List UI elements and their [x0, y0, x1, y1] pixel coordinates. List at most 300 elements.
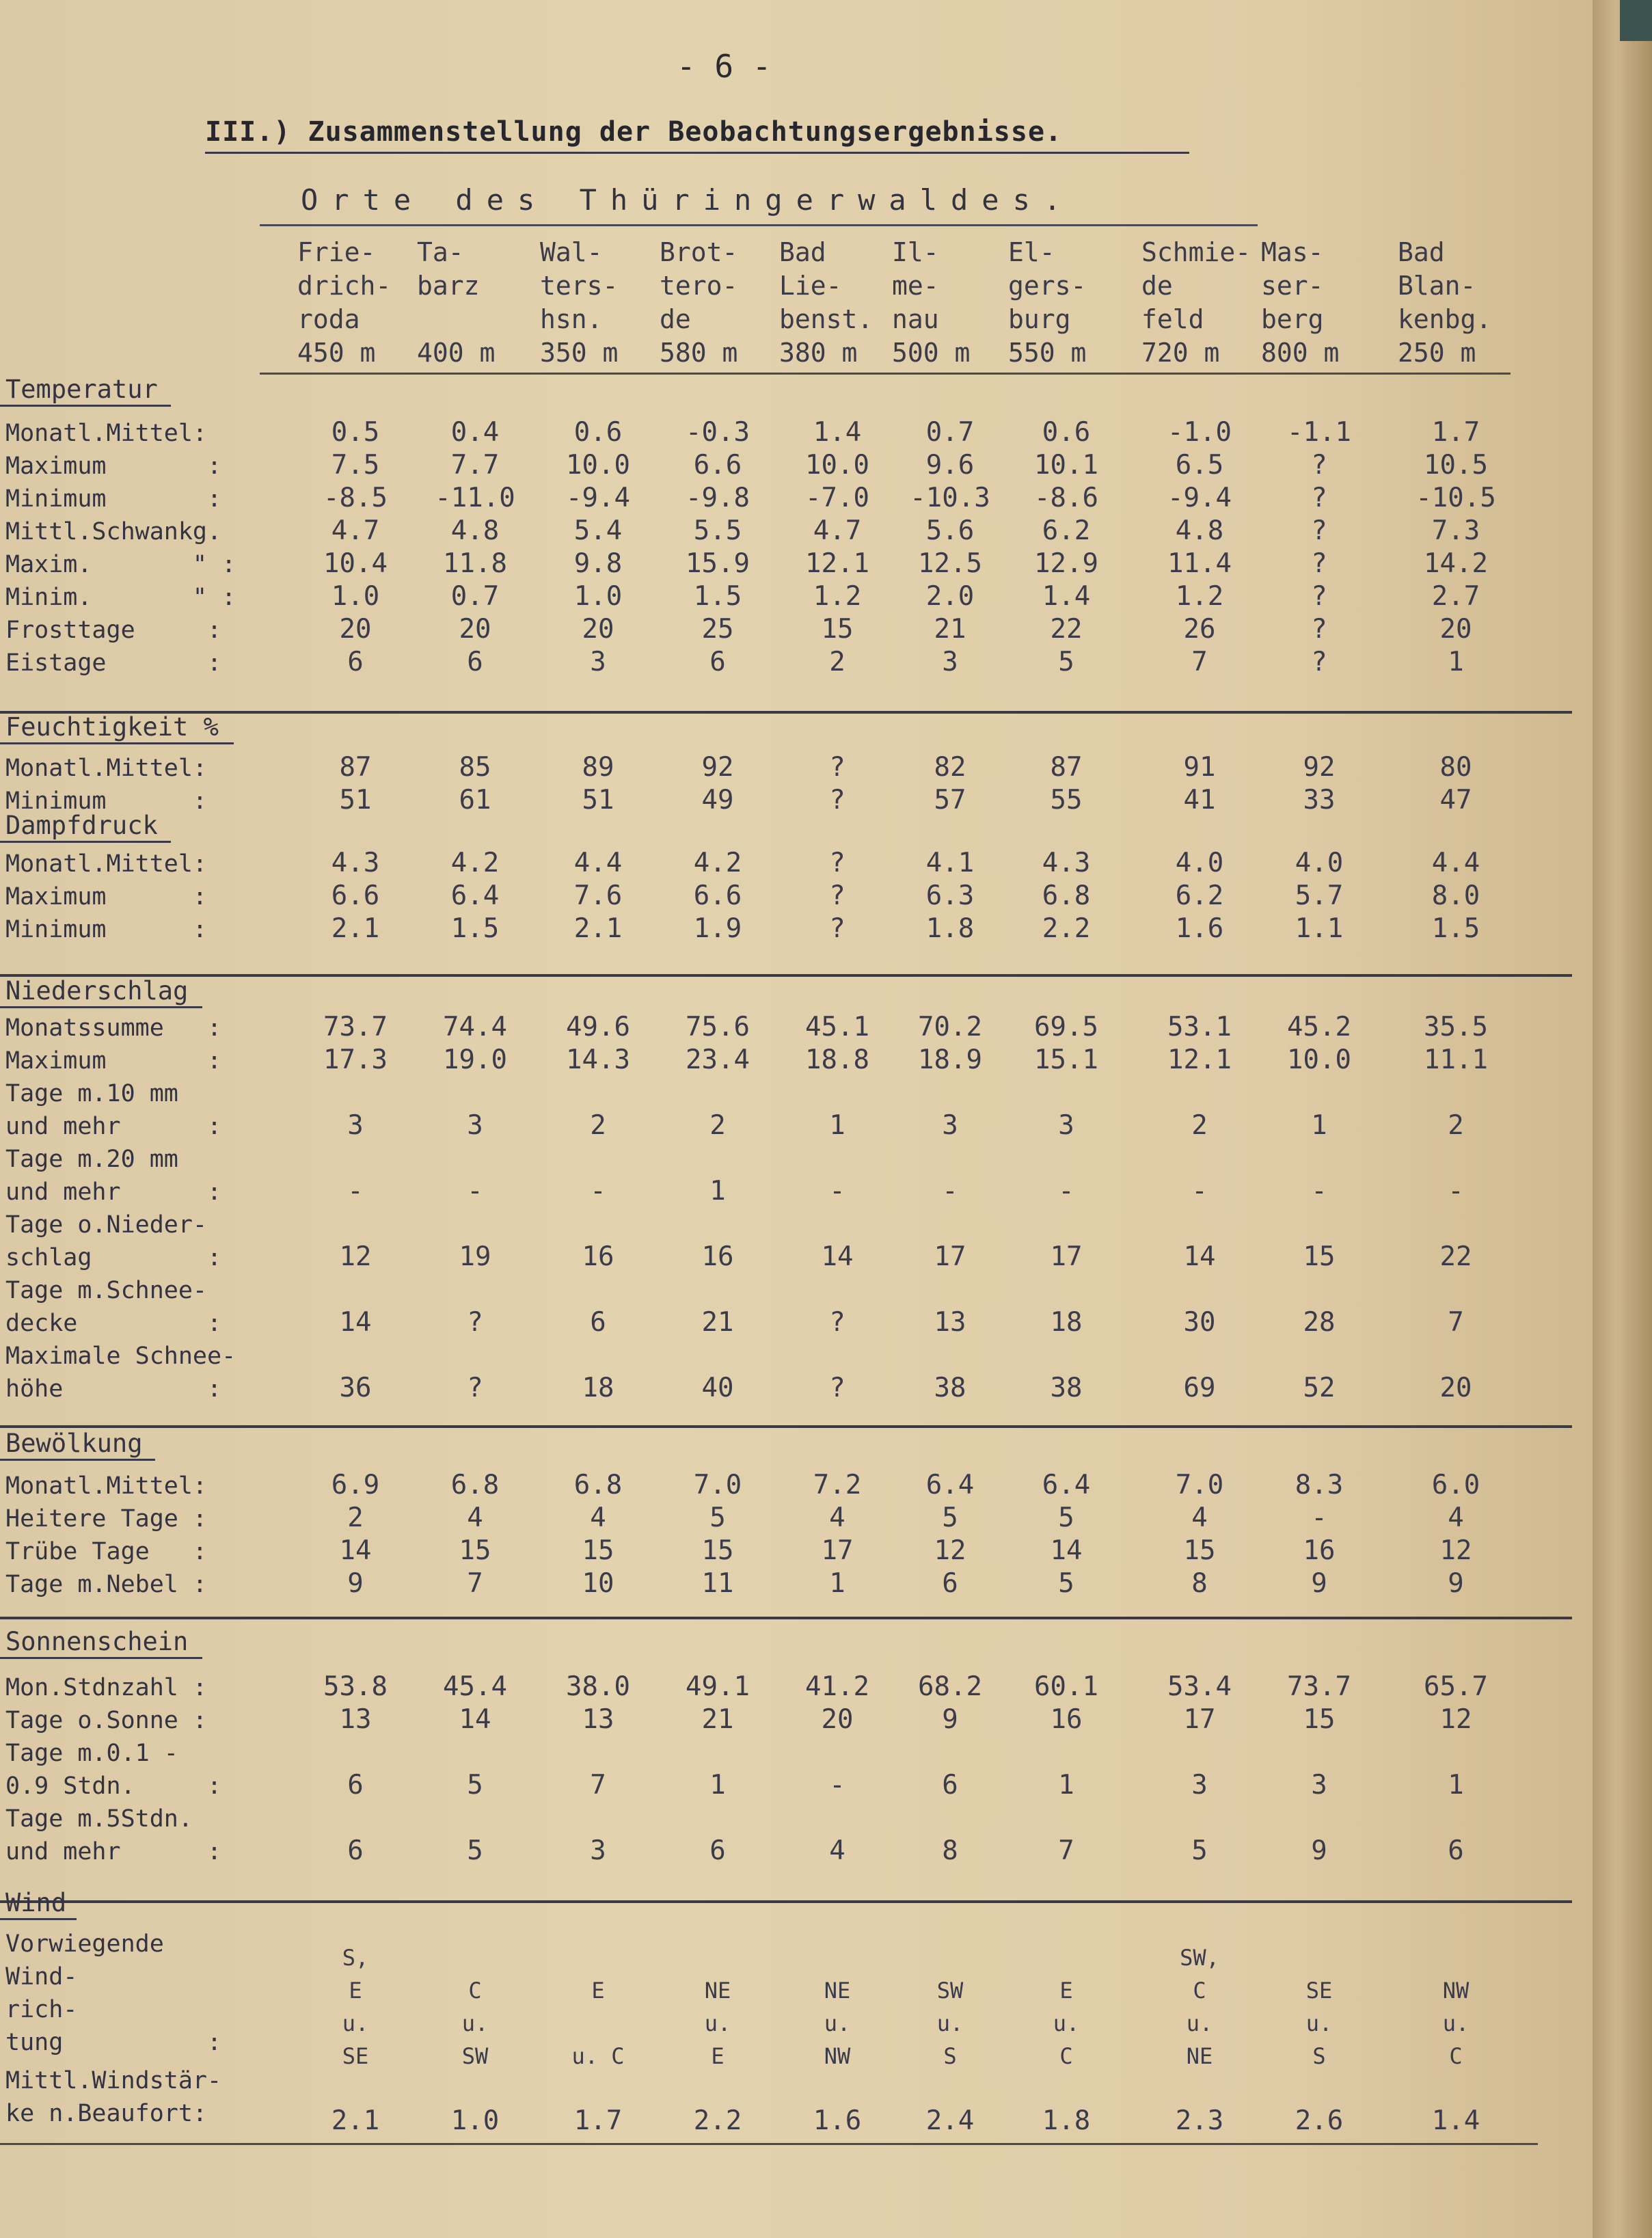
row-label: Monatl.Mittel: [5, 420, 208, 447]
data-cell: 14 [339, 1307, 372, 1338]
data-cell: SW u. S [936, 1978, 964, 2069]
data-cell: - [1311, 1176, 1327, 1206]
data-cell: 18 [582, 1373, 614, 1403]
data-cell: ? [829, 913, 845, 944]
data-cell: 16 [582, 1241, 614, 1272]
data-cell: 6 [467, 647, 483, 677]
data-cell: 60.1 [1034, 1671, 1098, 1702]
data-cell: ? [829, 848, 845, 878]
data-cell: 38 [934, 1373, 966, 1403]
data-cell: 3 [1311, 1770, 1327, 1801]
binding-corner [1620, 0, 1652, 41]
data-cell: ? [829, 1373, 845, 1403]
data-cell: 8 [1191, 1568, 1208, 1599]
data-cell: 49 [701, 785, 734, 815]
data-cell: 3 [590, 1835, 606, 1866]
data-cell: 25 [701, 614, 734, 645]
data-cell: 17 [1183, 1704, 1216, 1735]
data-cell: 17 [1050, 1241, 1083, 1272]
data-cell: 4.3 [1042, 848, 1091, 878]
data-cell: 4 [467, 1502, 483, 1533]
data-cell: 12 [934, 1535, 966, 1566]
data-cell: 19 [459, 1241, 491, 1272]
data-cell: 0.7 [925, 417, 975, 448]
data-cell: 7.6 [573, 880, 623, 911]
data-cell: - [467, 1176, 483, 1206]
stations-heading: Orte des Thüringerwaldes. [301, 183, 1075, 217]
data-cell: 9.8 [573, 548, 623, 579]
station-header: Il- me- nau 500 m [892, 237, 971, 368]
data-cell: 2.7 [1431, 581, 1480, 612]
data-cell: 5 [1058, 647, 1074, 677]
data-cell: 2 [590, 1110, 606, 1141]
section-title: Temperatur [5, 375, 158, 404]
data-cell: ? [1311, 483, 1327, 513]
row-label: Heitere Tage : [5, 1505, 208, 1533]
data-cell: 1 [829, 1568, 845, 1599]
data-cell: 4 [590, 1502, 606, 1533]
data-cell: 0.7 [450, 581, 500, 612]
data-cell: 19.0 [443, 1044, 507, 1075]
data-cell: 1 [1448, 647, 1464, 677]
data-cell: 10.4 [323, 548, 388, 579]
data-cell: 22 [1050, 614, 1083, 645]
data-cell: 4 [1448, 1502, 1464, 1533]
data-cell: 5.6 [925, 515, 975, 546]
data-cell: 1.7 [1431, 417, 1480, 448]
data-cell: 1.2 [813, 581, 862, 612]
data-cell: - [829, 1770, 845, 1801]
data-cell: 9.6 [925, 450, 975, 481]
data-cell: 1 [1058, 1770, 1074, 1801]
data-cell: 5.4 [573, 515, 623, 546]
data-cell: 7.0 [1175, 1470, 1224, 1500]
data-cell: 1.6 [1175, 913, 1224, 944]
data-cell: 4.0 [1175, 848, 1224, 878]
data-cell: 4.2 [450, 848, 500, 878]
data-cell: 55 [1050, 785, 1083, 815]
data-cell: -8.6 [1034, 483, 1098, 513]
row-label: Tage m.10 mm und mehr : [5, 1080, 222, 1140]
data-cell: 30 [1183, 1307, 1216, 1338]
row-label: Monatl.Mittel: [5, 850, 208, 878]
data-cell: 21 [701, 1704, 734, 1735]
data-cell: 12 [339, 1241, 372, 1272]
data-cell: 8 [942, 1835, 958, 1866]
data-cell: 3 [347, 1110, 364, 1141]
data-cell: 41 [1183, 785, 1216, 815]
document-title: III.) Zusammenstellung der Beobachtungsergebnisse. [205, 116, 1063, 148]
data-cell: 89 [582, 752, 614, 783]
data-cell: 7 [467, 1568, 483, 1599]
data-cell: 10.1 [1034, 450, 1098, 481]
row-label: Trübe Tage : [5, 1538, 208, 1565]
data-cell: 51 [582, 785, 614, 815]
data-cell: -9.4 [1167, 483, 1232, 513]
data-cell: 5 [942, 1502, 958, 1533]
data-cell: 6.5 [1175, 450, 1224, 481]
row-label: Monatssumme : [5, 1014, 222, 1042]
data-cell: 52 [1303, 1373, 1336, 1403]
data-cell: 68.2 [918, 1671, 982, 1702]
data-cell: 47 [1439, 785, 1472, 815]
data-cell: 80 [1439, 752, 1472, 783]
data-cell: 45.2 [1287, 1012, 1351, 1042]
data-cell: 33 [1303, 785, 1336, 815]
data-cell: 5 [1191, 1835, 1208, 1866]
data-cell: 1.9 [693, 913, 742, 944]
data-cell: 2.0 [925, 581, 975, 612]
data-cell: NE u. NW [824, 1978, 851, 2069]
section-title-underline [0, 1918, 77, 1920]
data-cell: 8.3 [1295, 1470, 1344, 1500]
data-cell: 2.1 [573, 913, 623, 944]
data-cell: - [942, 1176, 958, 1206]
data-cell: 6 [942, 1770, 958, 1801]
data-cell: -9.4 [566, 483, 630, 513]
data-cell: ? [1311, 450, 1327, 481]
row-label: Vorwiegende Wind- rich- tung : [5, 1930, 222, 2056]
data-cell: 4.7 [813, 515, 862, 546]
data-cell: 4.4 [1431, 848, 1480, 878]
section-title: Bewölkung [5, 1429, 143, 1458]
data-cell: 6 [347, 1835, 364, 1866]
data-cell: 1.0 [573, 581, 623, 612]
data-cell: 6 [709, 647, 726, 677]
data-cell: 38 [1050, 1373, 1083, 1403]
data-cell: 1 [829, 1110, 845, 1141]
data-cell: 2.4 [925, 2105, 975, 2136]
data-cell: - [590, 1176, 606, 1206]
row-label: Maximum : [5, 453, 222, 480]
data-cell: 61 [459, 785, 491, 815]
section-divider [0, 1425, 1572, 1428]
data-cell: C u. SW [461, 1978, 489, 2069]
data-cell: 15 [1303, 1241, 1336, 1272]
station-header: Ta- barz 400 m [417, 237, 496, 368]
row-label: Tage m.20 mm und mehr : [5, 1146, 222, 1206]
data-cell: 6.2 [1042, 515, 1091, 546]
data-cell: 22 [1439, 1241, 1472, 1272]
data-cell: 4.8 [1175, 515, 1224, 546]
data-cell: 20 [821, 1704, 854, 1735]
data-cell: 15.9 [686, 548, 750, 579]
data-cell: 2.6 [1295, 2105, 1344, 2136]
data-cell: 2 [709, 1110, 726, 1141]
data-cell: 4 [829, 1502, 845, 1533]
data-cell: -11.0 [435, 483, 515, 513]
data-cell: 6.2 [1175, 880, 1224, 911]
station-header: Bad Lie- benst. 380 m [779, 237, 874, 368]
data-cell: 7 [1448, 1307, 1464, 1338]
section-divider [0, 974, 1572, 977]
station-header: Schmie- de feld 720 m [1141, 237, 1251, 368]
data-cell: 13 [339, 1704, 372, 1735]
data-cell: -8.5 [323, 483, 388, 513]
data-cell: 2 [1191, 1110, 1208, 1141]
data-cell: 1 [1448, 1770, 1464, 1801]
data-cell: 70.2 [918, 1012, 982, 1042]
data-cell: 1.0 [331, 581, 380, 612]
data-cell: 11.4 [1167, 548, 1232, 579]
section-title: Dampfdruck [5, 811, 158, 840]
data-cell: 12 [1439, 1704, 1472, 1735]
data-cell: 17.3 [323, 1044, 388, 1075]
data-cell: 1.8 [1042, 2105, 1091, 2136]
data-cell: 5.7 [1295, 880, 1344, 911]
data-cell: 16 [1303, 1535, 1336, 1566]
data-cell: 6 [1448, 1835, 1464, 1866]
section-divider [0, 711, 1572, 714]
data-cell: - [1191, 1176, 1208, 1206]
data-cell: 16 [1050, 1704, 1083, 1735]
data-cell: 14 [1183, 1241, 1216, 1272]
data-cell: 53.8 [323, 1671, 388, 1702]
section-title-underline [0, 742, 234, 744]
data-cell: 3 [1191, 1770, 1208, 1801]
data-cell: 12.9 [1034, 548, 1098, 579]
data-cell: 3 [942, 1110, 958, 1141]
station-header: Mas- ser- berg 800 m [1261, 237, 1340, 368]
data-cell: - [1058, 1176, 1074, 1206]
data-cell: 15 [459, 1535, 491, 1566]
data-cell: 10.0 [566, 450, 630, 481]
data-cell: 2.1 [331, 913, 380, 944]
data-cell: 73.7 [1287, 1671, 1351, 1702]
data-cell: 49.1 [686, 1671, 750, 1702]
data-cell: 12.1 [1167, 1044, 1232, 1075]
data-cell: NW u. C [1442, 1978, 1470, 2069]
data-cell: 6 [590, 1307, 606, 1338]
row-label: Minimum : [5, 787, 208, 815]
row-label: Minimum : [5, 916, 208, 943]
data-cell: 6.6 [331, 880, 380, 911]
data-cell: -10.3 [910, 483, 990, 513]
data-cell: 12.1 [805, 548, 869, 579]
data-cell: 0.4 [450, 417, 500, 448]
data-cell: 7 [1058, 1835, 1074, 1866]
data-cell: 49.6 [566, 1012, 630, 1042]
section-title: Sonnenschein [5, 1627, 189, 1656]
data-cell: 10 [582, 1568, 614, 1599]
section-title-underline [0, 405, 171, 407]
data-cell: 4.4 [573, 848, 623, 878]
data-cell: 12.5 [918, 548, 982, 579]
data-cell: 1.2 [1175, 581, 1224, 612]
data-cell: 6.4 [925, 1470, 975, 1500]
data-cell: 51 [339, 785, 372, 815]
data-cell: 91 [1183, 752, 1216, 783]
data-cell: 26 [1183, 614, 1216, 645]
data-cell: 15.1 [1034, 1044, 1098, 1075]
data-cell: 18.9 [918, 1044, 982, 1075]
row-label: Tage m.5Stdn. und mehr : [5, 1805, 222, 1865]
data-cell: 5 [1058, 1502, 1074, 1533]
data-cell: ? [1311, 515, 1327, 546]
data-cell: 2.1 [331, 2105, 380, 2136]
data-cell: 0.6 [573, 417, 623, 448]
data-cell: 36 [339, 1373, 372, 1403]
data-cell: 69.5 [1034, 1012, 1098, 1042]
data-cell: 6.4 [1042, 1470, 1091, 1500]
data-cell: 5 [467, 1770, 483, 1801]
data-cell: 6 [347, 1770, 364, 1801]
data-cell: 2.2 [1042, 913, 1091, 944]
data-cell: 92 [701, 752, 734, 783]
data-cell: 57 [934, 785, 966, 815]
data-cell: ? [1311, 581, 1327, 612]
header-underline [260, 373, 1511, 375]
data-cell: 40 [701, 1373, 734, 1403]
data-cell: 10.5 [1424, 450, 1488, 481]
data-cell: ? [1311, 548, 1327, 579]
row-label: Mittl.Windstär- ke n.Beaufort: [5, 2067, 222, 2127]
data-cell: 11.8 [443, 548, 507, 579]
page-number: - 6 - [677, 48, 772, 85]
data-cell: 7.7 [450, 450, 500, 481]
data-cell: 21 [701, 1307, 734, 1338]
data-cell: 2.2 [693, 2105, 742, 2136]
row-label: Minimum : [5, 485, 222, 513]
data-cell: 4.0 [1295, 848, 1344, 878]
data-cell: 53.4 [1167, 1671, 1232, 1702]
row-label: Maxim. " : [5, 551, 236, 578]
data-cell: NE u. E [704, 1978, 731, 2069]
data-cell: 4 [1191, 1502, 1208, 1533]
data-cell: 14 [339, 1535, 372, 1566]
data-cell: 6.0 [1431, 1470, 1480, 1500]
data-cell: 2.3 [1175, 2105, 1224, 2136]
data-cell: 4 [829, 1835, 845, 1866]
data-cell: 5 [1058, 1568, 1074, 1599]
data-cell: 38.0 [566, 1671, 630, 1702]
data-cell: 6.4 [450, 880, 500, 911]
data-cell: 20 [339, 614, 372, 645]
data-cell: ? [467, 1307, 483, 1338]
data-cell: 15 [582, 1535, 614, 1566]
data-cell: - [347, 1176, 364, 1206]
data-cell: - [829, 1176, 845, 1206]
data-cell: 1.8 [925, 913, 975, 944]
row-label: Eistage : [5, 649, 222, 677]
data-cell: 20 [582, 614, 614, 645]
data-cell: 75.6 [686, 1012, 750, 1042]
data-cell: 6 [709, 1835, 726, 1866]
data-cell: E u. C [571, 1978, 625, 2069]
data-cell: 15 [821, 614, 854, 645]
data-cell: 14 [1050, 1535, 1083, 1566]
data-cell: 73.7 [323, 1012, 388, 1042]
data-cell: 6.9 [331, 1470, 380, 1500]
row-label: Tage m.Nebel : [5, 1571, 208, 1598]
data-cell: 6.6 [693, 450, 742, 481]
data-cell: 14 [821, 1241, 854, 1272]
data-cell: 9 [1448, 1568, 1464, 1599]
data-cell: ? [467, 1373, 483, 1403]
data-cell: 8.0 [1431, 880, 1480, 911]
data-cell: 13 [934, 1307, 966, 1338]
data-cell: 17 [821, 1535, 854, 1566]
data-cell: 74.4 [443, 1012, 507, 1042]
data-cell: 7.0 [693, 1470, 742, 1500]
data-cell: 1 [709, 1770, 726, 1801]
data-cell: 6.8 [573, 1470, 623, 1500]
data-cell: 1.6 [813, 2105, 862, 2136]
data-cell: 6.3 [925, 880, 975, 911]
wind-underline [0, 2143, 1538, 2145]
data-cell: 5 [709, 1502, 726, 1533]
data-cell: 82 [934, 752, 966, 783]
data-cell: 2 [1448, 1110, 1464, 1141]
data-cell: 6 [347, 647, 364, 677]
row-label: Maximum : [5, 1047, 222, 1075]
data-cell: 18.8 [805, 1044, 869, 1075]
data-cell: -10.5 [1416, 483, 1496, 513]
data-cell: 85 [459, 752, 491, 783]
data-cell: 69 [1183, 1373, 1216, 1403]
data-cell: 1.4 [1431, 2105, 1480, 2136]
station-header: El- gers- burg 550 m [1008, 237, 1087, 368]
data-cell: 4.8 [450, 515, 500, 546]
data-cell: 23.4 [686, 1044, 750, 1075]
data-cell: 9 [347, 1568, 364, 1599]
data-cell: 7.5 [331, 450, 380, 481]
data-cell: 11 [701, 1568, 734, 1599]
data-cell: E u. C [1053, 1978, 1080, 2069]
data-cell: 1.5 [693, 581, 742, 612]
data-cell: 1 [709, 1176, 726, 1206]
data-cell: 4.1 [925, 848, 975, 878]
row-label: Maximale Schnee- höhe : [5, 1343, 236, 1403]
row-label: Frosttage : [5, 617, 222, 644]
data-cell: ? [1311, 647, 1327, 677]
data-cell: 1.4 [813, 417, 862, 448]
data-cell: 4.2 [693, 848, 742, 878]
data-cell: 1.5 [450, 913, 500, 944]
data-cell: S, E u. SE [342, 1945, 369, 2069]
data-cell: 2 [347, 1502, 364, 1533]
row-label: Maximum : [5, 883, 208, 911]
data-cell: 20 [1439, 614, 1472, 645]
data-cell: 7 [1191, 647, 1208, 677]
data-cell: 5.5 [693, 515, 742, 546]
data-cell: 21 [934, 614, 966, 645]
data-cell: 9 [1311, 1568, 1327, 1599]
data-cell: 1.0 [450, 2105, 500, 2136]
section-title-underline [0, 1006, 202, 1008]
data-cell: 45.1 [805, 1012, 869, 1042]
section-title-underline [0, 1459, 155, 1461]
section-title-underline [0, 841, 171, 843]
row-label: Tage o.Nieder- schlag : [5, 1211, 222, 1271]
data-cell: 15 [701, 1535, 734, 1566]
title-underline [205, 152, 1189, 154]
data-cell: 28 [1303, 1307, 1336, 1338]
station-header: Brot- tero- de 580 m [660, 237, 738, 368]
data-cell: 20 [459, 614, 491, 645]
data-cell: 6.8 [450, 1470, 500, 1500]
page-edge [1593, 0, 1652, 2238]
data-cell: 1.4 [1042, 581, 1091, 612]
data-cell: 11.1 [1424, 1044, 1488, 1075]
data-cell: ? [829, 1307, 845, 1338]
data-cell: 13 [582, 1704, 614, 1735]
stations-heading-underline [260, 224, 1258, 226]
data-cell: 6.8 [1042, 880, 1091, 911]
data-cell: -9.8 [686, 483, 750, 513]
data-cell: SE u. S [1305, 1978, 1333, 2069]
section-title: Wind [5, 1888, 67, 1917]
